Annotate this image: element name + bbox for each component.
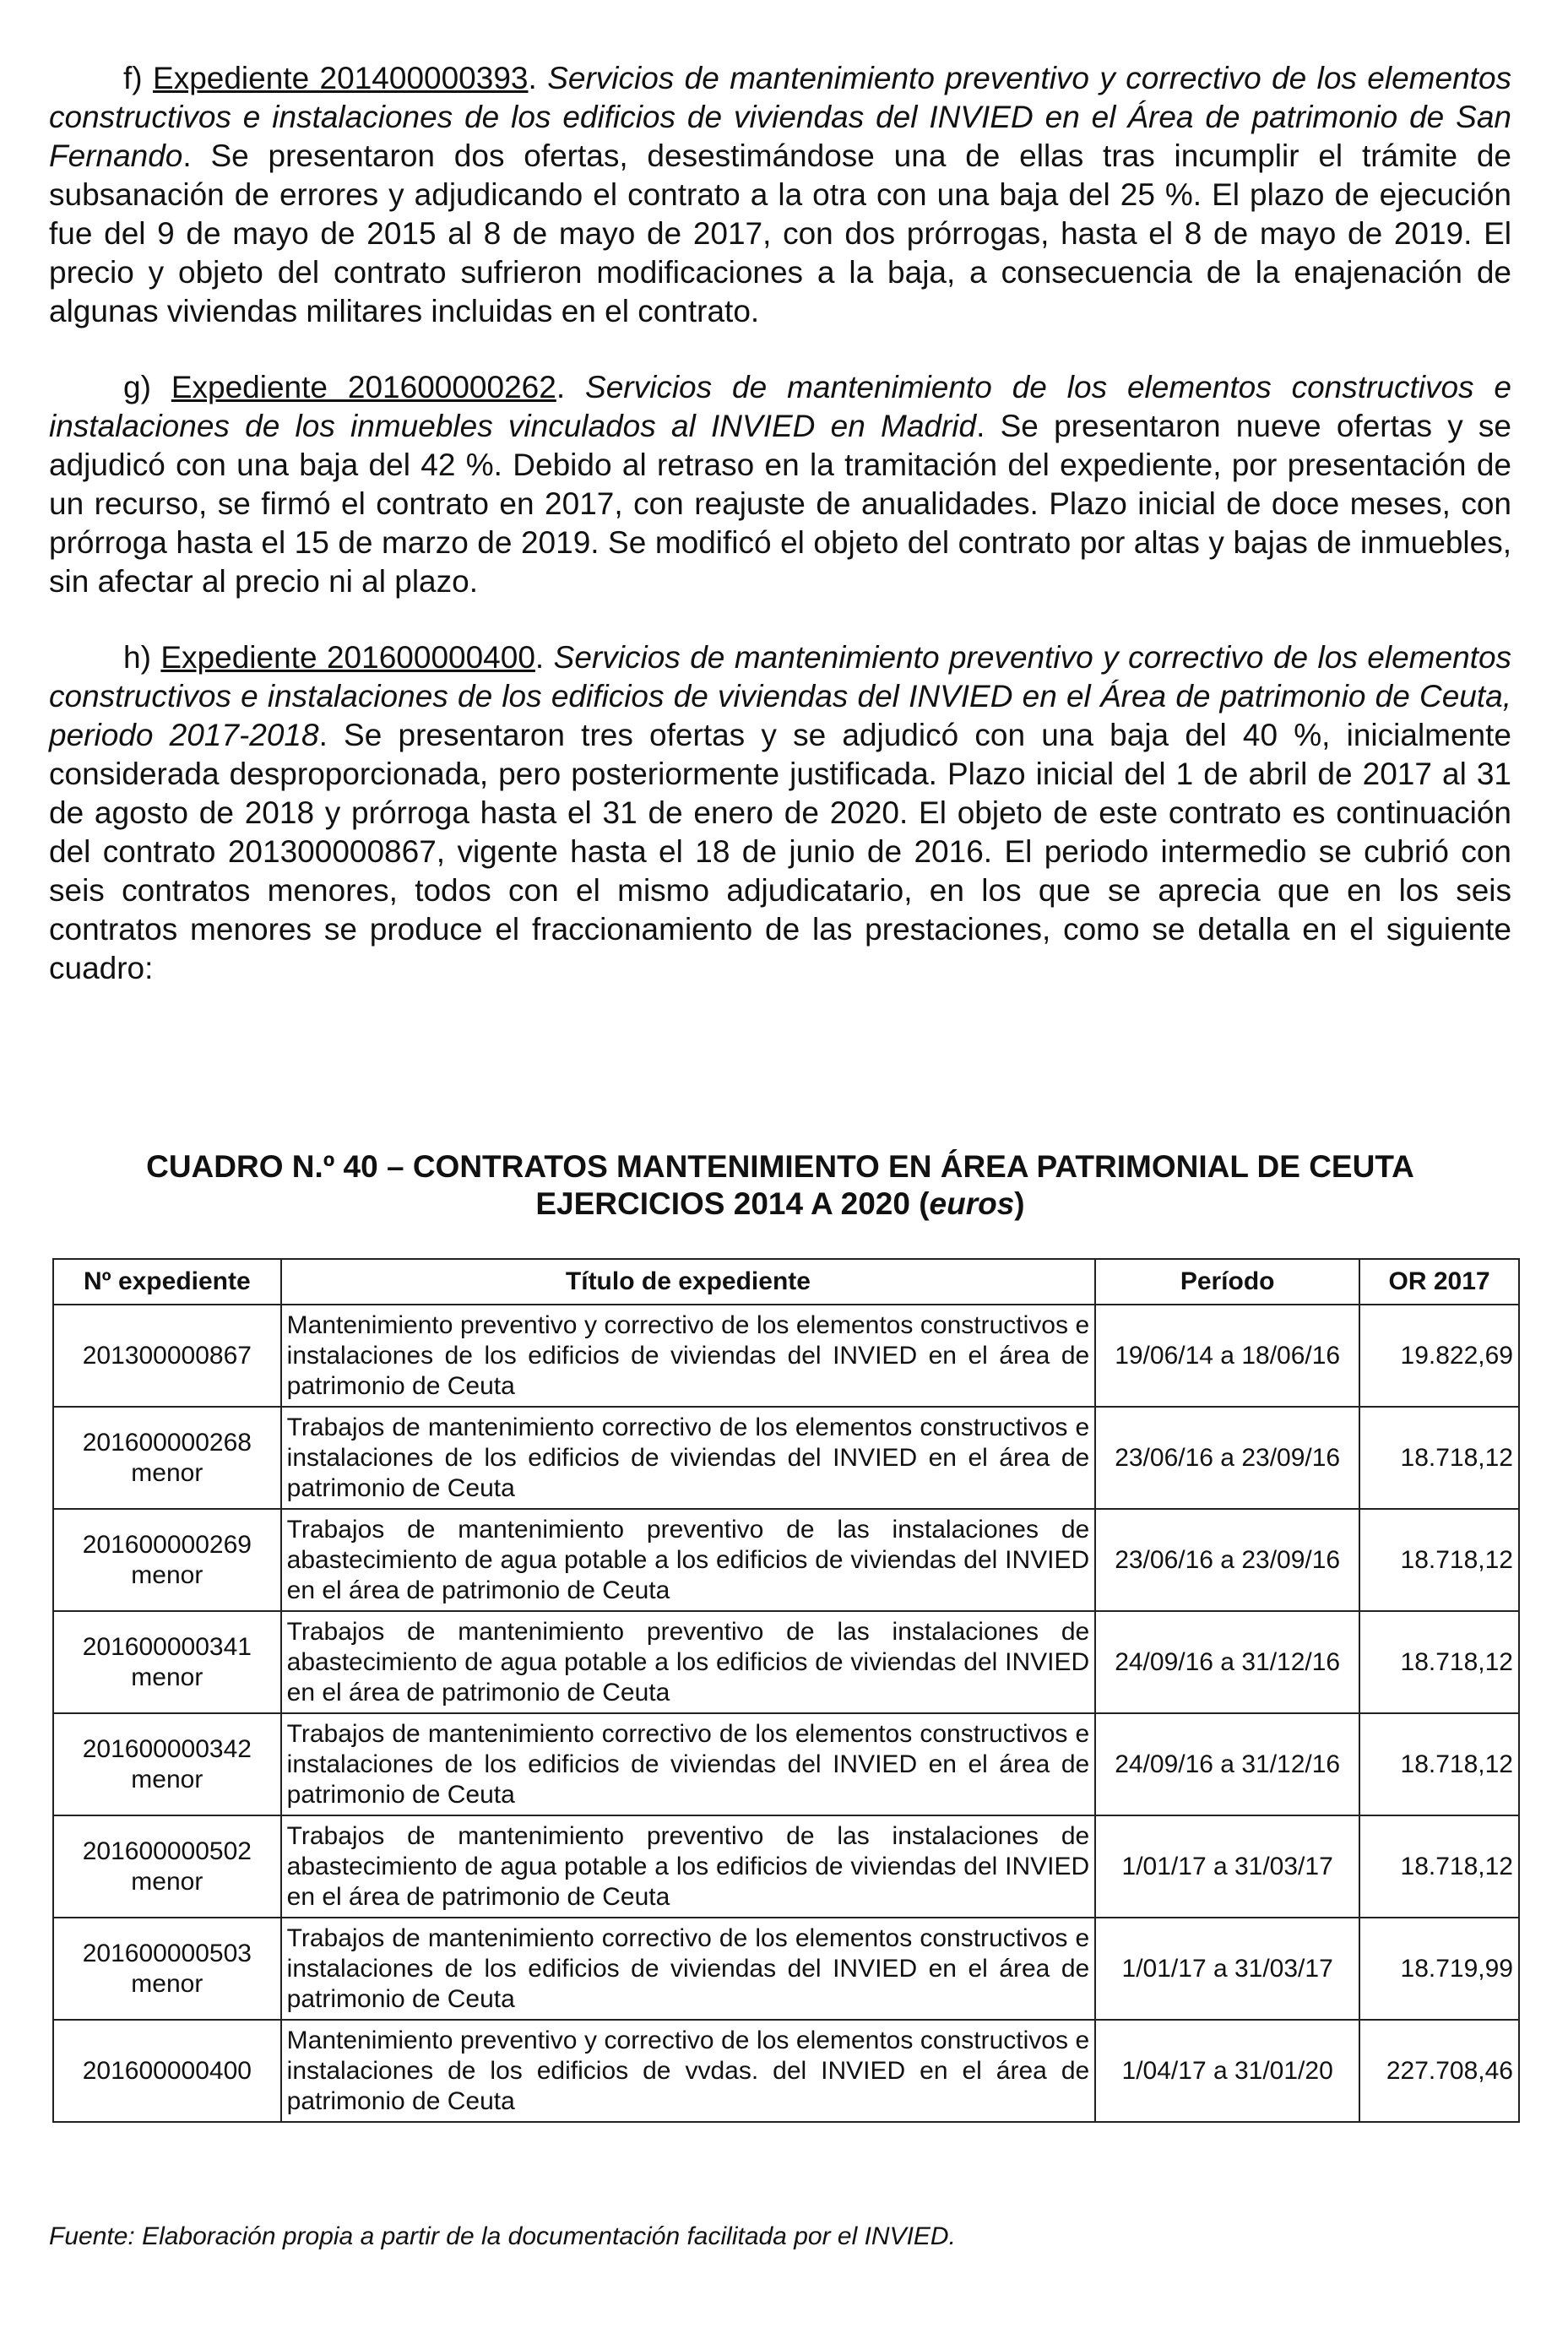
cell-or-2017: 18.718,12	[1359, 1611, 1519, 1713]
contract-title: Servicios de mantenimiento de los elementos constructivos e instalaciones de los inmuebles vinculados al INVIED en Madrid	[49, 370, 1512, 443]
caption-line-2	[49, 1186, 1511, 1223]
cell-or-2017: 19.822,69	[1359, 1305, 1519, 1407]
paragraph-dot: .	[534, 640, 554, 675]
cell-periodo: 1/04/17 a 31/01/20	[1095, 2020, 1359, 2122]
expediente-type: menor	[131, 1765, 203, 1793]
cell-titulo: Trabajos de mantenimiento correctivo de los elementos constructivos e instalaciones de los edificios de viviendas del INVIED en el área de patrimonio de Ceuta	[281, 1918, 1096, 2020]
expediente-type: menor	[131, 1867, 203, 1896]
caption-line-1: CUADRO N.º 40 – CONTRATOS MANTENIMIENTO EN ÁREA PATRIMONIAL DE CEUTA	[146, 1149, 1414, 1184]
contract-title: Servicios de mantenimiento preventivo y correctivo de los elementos constructivos e instalaciones de los edificios de viviendas del INVIED en el Área de patrimonio de Ceuta, periodo 2017-2018	[49, 640, 1512, 752]
header-expediente: Nº expediente	[53, 1259, 281, 1305]
header-titulo: Título de expediente	[281, 1259, 1096, 1305]
expediente-type: menor	[131, 1663, 203, 1691]
expediente-number: 201600000400	[82, 2056, 252, 2085]
cell-or-2017: 18.718,12	[1359, 1407, 1519, 1509]
header-periodo: Período	[1095, 1259, 1359, 1305]
expediente-reference: Expediente 201600000400	[160, 640, 535, 675]
cell-periodo: 23/06/16 a 23/09/16	[1095, 1509, 1359, 1611]
expediente-type: menor	[131, 1969, 203, 1998]
cell-expediente	[53, 1918, 281, 2020]
expediente-number: 201600000503	[82, 1939, 252, 1967]
cell-periodo: 24/09/16 a 31/12/16	[1095, 1713, 1359, 1815]
cell-titulo: Trabajos de mantenimiento correctivo de los elementos constructivos e instalaciones de los edificios de viviendas del INVIED en el área de patrimonio de Ceuta	[281, 1713, 1096, 1815]
expediente-number: 201600000269	[82, 1530, 252, 1559]
cell-titulo: Mantenimiento preventivo y correctivo de los elementos constructivos e instalaciones de los edificios de viviendas del INVIED en el área de patrimonio de Ceuta	[281, 1305, 1096, 1407]
paragraph-body: . Se presentaron dos ofertas, desestimándose una de ellas tras incumplir el trámite de subsanación de errores y adjudicando el contrato a la otra con una baja del 25 %. El plazo de ejecución fue del 9 de mayo de 2015 al 8 de mayo de 2017, con dos prórrogas, hasta el 8 de mayo de 2019. El precio y objeto del contrato sufrieron modificaciones a la baja, a consecuencia de la enajenación de algunas viviendas militares incluidas en el contrato.	[49, 138, 1511, 328]
cell-expediente	[53, 1815, 281, 1918]
cell-expediente	[53, 1509, 281, 1611]
paragraph-g	[49, 368, 1511, 601]
paragraph-letter: f)	[123, 61, 143, 95]
cell-periodo: 1/01/17 a 31/03/17	[1095, 1815, 1359, 1918]
paragraph-h	[49, 638, 1511, 988]
paragraph-letter: h)	[123, 640, 151, 675]
expediente-reference: Expediente 201600000262	[171, 370, 556, 404]
paragraph-body: . Se presentaron nueve ofertas y se adjudicó con una baja del 42 %. Debido al retraso en la tramitación del expediente, por presentación de un recurso, se firmó el contrato en 2017, con reajuste de anualidades. Plazo inicial de doce meses, con prórroga hasta el 15 de marzo de 2019. Se modificó el objeto del contrato por altas y bajas de inmuebles, sin afectar al precio ni al plazo.	[49, 409, 1512, 599]
cell-expediente	[53, 1611, 281, 1713]
cell-titulo: Trabajos de mantenimiento preventivo de las instalaciones de abastecimiento de agua potable a los edificios de viviendas del INVIED en el área de patrimonio de Ceuta	[281, 1509, 1096, 1611]
document-page	[49, 59, 1513, 2250]
caption-line-2-italic: euros	[929, 1186, 1015, 1221]
table-row	[53, 1918, 1519, 2020]
expediente-type: menor	[131, 1458, 203, 1487]
table-body	[53, 1305, 1519, 2122]
expediente-number: 201600000502	[82, 1837, 252, 1865]
table-row	[53, 1713, 1519, 1815]
contract-title: Servicios de mantenimiento preventivo y correctivo de los elementos constructivos e instalaciones de los edificios de viviendas del INVIED en el Área de patrimonio de San Fernando	[49, 61, 1512, 173]
table-row	[53, 1815, 1519, 1918]
cell-periodo: 1/01/17 a 31/03/17	[1095, 1918, 1359, 2020]
table-row	[53, 2020, 1519, 2122]
cell-periodo: 23/06/16 a 23/09/16	[1095, 1407, 1359, 1509]
paragraph-letter: g)	[123, 370, 151, 404]
table-row	[53, 1407, 1519, 1509]
cell-titulo: Mantenimiento preventivo y correctivo de los elementos constructivos e instalaciones de los edificios de vvdas. del INVIED en el área de patrimonio de Ceuta	[281, 2020, 1096, 2122]
expediente-number: 201600000268	[82, 1428, 252, 1457]
cell-or-2017: 18.719,99	[1359, 1918, 1519, 2020]
expediente-reference: Expediente 201400000393	[153, 61, 529, 95]
expediente-number: 201600000341	[82, 1632, 252, 1661]
table-header-row	[53, 1259, 1519, 1305]
cell-or-2017: 227.708,46	[1359, 2020, 1519, 2122]
paragraph-f	[49, 59, 1511, 331]
cell-expediente	[53, 1713, 281, 1815]
cell-titulo: Trabajos de mantenimiento correctivo de los elementos constructivos e instalaciones de los edificios de viviendas del INVIED en el área de patrimonio de Ceuta	[281, 1407, 1096, 1509]
expediente-number: 201600000342	[82, 1734, 252, 1763]
paragraph-dot: .	[556, 370, 586, 404]
cell-periodo: 19/06/14 a 18/06/16	[1095, 1305, 1359, 1407]
header-or-2017: OR 2017	[1359, 1259, 1519, 1305]
cell-titulo: Trabajos de mantenimiento preventivo de las instalaciones de abastecimiento de agua potable a los edificios de viviendas del INVIED en el área de patrimonio de Ceuta	[281, 1815, 1096, 1918]
cell-or-2017: 18.718,12	[1359, 1815, 1519, 1918]
table-caption	[49, 1148, 1511, 1223]
paragraph-dot: .	[528, 61, 548, 95]
expediente-number: 201300000867	[82, 1341, 252, 1370]
table-row	[53, 1611, 1519, 1713]
expediente-type: menor	[131, 1560, 203, 1589]
cell-or-2017: 18.718,12	[1359, 1509, 1519, 1611]
cell-expediente	[53, 1305, 281, 1407]
cell-periodo: 24/09/16 a 31/12/16	[1095, 1611, 1359, 1713]
cell-expediente	[53, 2020, 281, 2122]
cell-or-2017: 18.718,12	[1359, 1713, 1519, 1815]
source-note: Fuente: Elaboración propia a partir de la documentación facilitada por el INVIED.	[49, 2222, 956, 2250]
cell-expediente	[53, 1407, 281, 1509]
contracts-table	[52, 1258, 1520, 2123]
paragraph-body: . Se presentaron tres ofertas y se adjudicó con una baja del 40 %, inicialmente considerada desproporcionada, pero posteriormente justificada. Plazo inicial del 1 de abril de 2017 al 31 de agosto de 2018 y prórroga hasta el 31 de enero de 2020. El objeto de este contrato es continuación del contrato 201300000867, vigente hasta el 18 de junio de 2016. El periodo intermedio se cubrió con seis contratos menores, todos con el mismo adjudicatario, en los que se aprecia que en los seis contratos menores se produce el fraccionamiento de las prestaciones, como se detalla en el siguiente cuadro:	[49, 718, 1511, 985]
caption-line-2-prefix: EJERCICIOS 2014 A 2020 (	[535, 1186, 930, 1221]
caption-line-2-suffix: )	[1014, 1186, 1025, 1221]
table-row	[53, 1509, 1519, 1611]
table-row	[53, 1305, 1519, 1407]
cell-titulo: Trabajos de mantenimiento preventivo de las instalaciones de abastecimiento de agua potable a los edificios de viviendas del INVIED en el área de patrimonio de Ceuta	[281, 1611, 1096, 1713]
